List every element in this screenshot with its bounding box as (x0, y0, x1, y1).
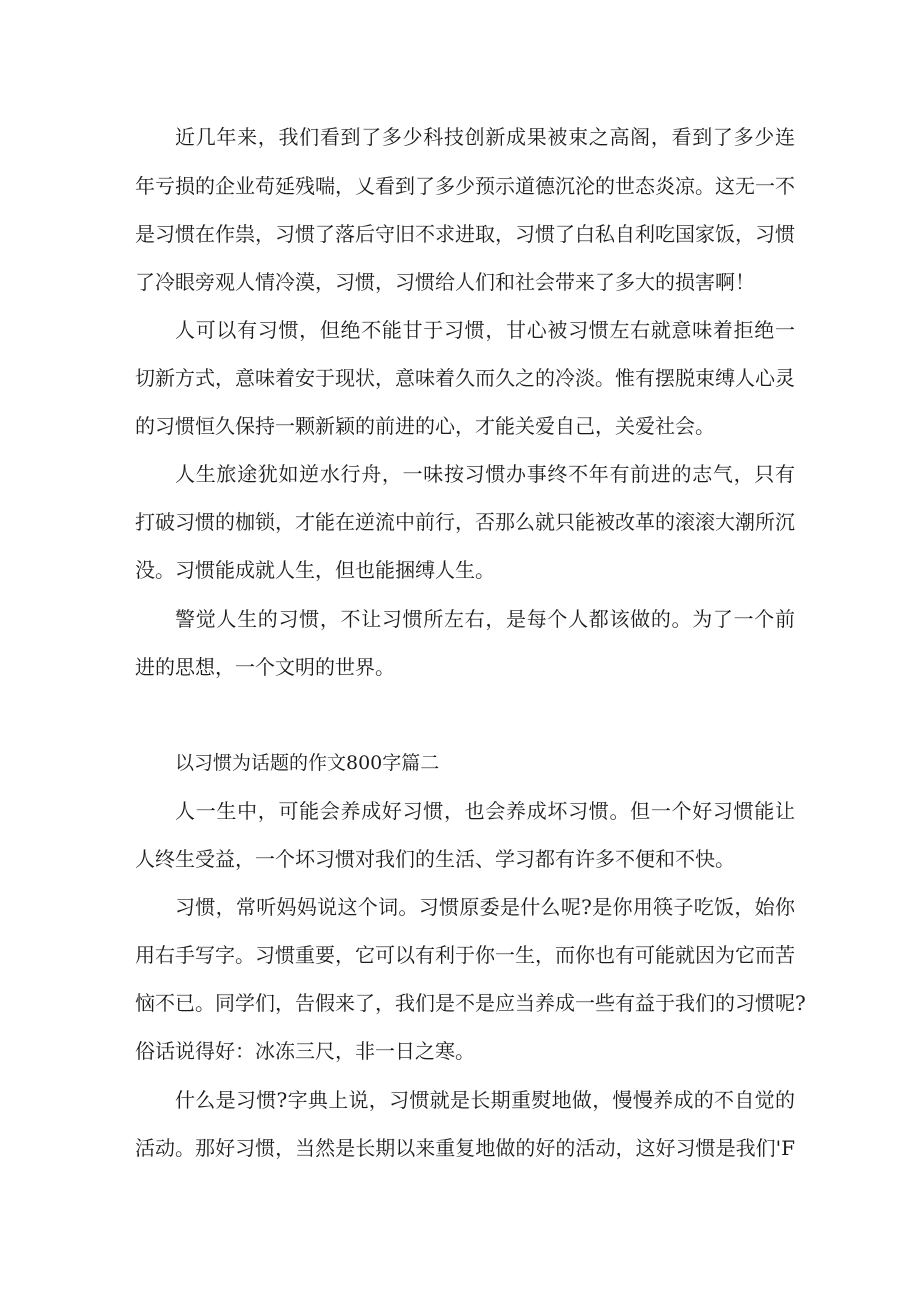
text-line: 是习惯在作祟，习惯了落后守旧不求进取，习惯了白私自利吃国家饭，习惯 (135, 222, 795, 246)
text-line: 的习惯恒久保持一颗新颖的前进的心，才能关爱自己，关爱社会。 (135, 414, 715, 438)
text-line: 人可以有习惯，但绝不能甘于习惯，甘心被习惯左右就意味着拒绝一 (175, 318, 795, 342)
text-line: 了冷眼旁观人情冷漠，习惯，习惯给人们和社会带来了多大的损害啊！ (135, 270, 755, 294)
text-line: 年亏损的企业苟延残喘，乂看到了多少预示道德沉沦的世态炎凉。这无一不 (135, 174, 795, 198)
text-line: 近几年来，我们看到了多少科技创新成果被束之高阁，看到了多少连 (175, 125, 795, 149)
text-line: 没。习惯能成就人生，但也能捆缚人生。 (135, 558, 495, 582)
text-line: 恼不已。同学们，告假来了，我们是不是应当养成一些有益于我们的习惯呢? (135, 991, 806, 1015)
text-line: 人生旅途犹如逆水行舟，一味按习惯办事终不年有前进的志气，只有 (175, 462, 795, 486)
text-line: 人一生中，可能会养成好习惯，也会养成坏习惯。但一个好习惯能让 (175, 799, 795, 823)
text-line: 用右手写字。习惯重要，它可以有利于你一生，而你也有可能就因为它而苦 (135, 943, 795, 967)
text-line: 进的思想，一个文明的世界。 (135, 655, 395, 679)
text-line: 活动。那好习惯，当然是长期以来重复地做的好的活动，这好习惯是我们'F (135, 1136, 795, 1160)
text-line: 打破习惯的枷锁，才能在逆流中前行，否那么就只能被改革的滚滚大潮所沉 (135, 510, 795, 534)
section-heading: 以习惯为话题的作文800字篇二 (175, 752, 440, 774)
text-line: 什么是习惯?字典上说，习惯就是长期重熨地做，慢慢养成的不自觉的 (175, 1088, 795, 1112)
text-line: 人终生受益，一个坏习惯对我们的生活、学习都有许多不便和不快。 (135, 847, 735, 871)
text-line: 习惯，常听妈妈说这个词。习惯原委是什么呢?是你用筷子吃饭，始你 (175, 895, 795, 919)
text-line: 俗话说得好：冰冻三尺，非一日之寒。 (135, 1039, 475, 1063)
text-line: 警觉人生的习惯，不让习惯所左右，是每个人都该做的。为了一个前 (175, 607, 795, 631)
text-line: 切新方式，意味着安于现状，意味着久而久之的冷淡。惟有摆脱束缚人心灵 (135, 366, 795, 390)
